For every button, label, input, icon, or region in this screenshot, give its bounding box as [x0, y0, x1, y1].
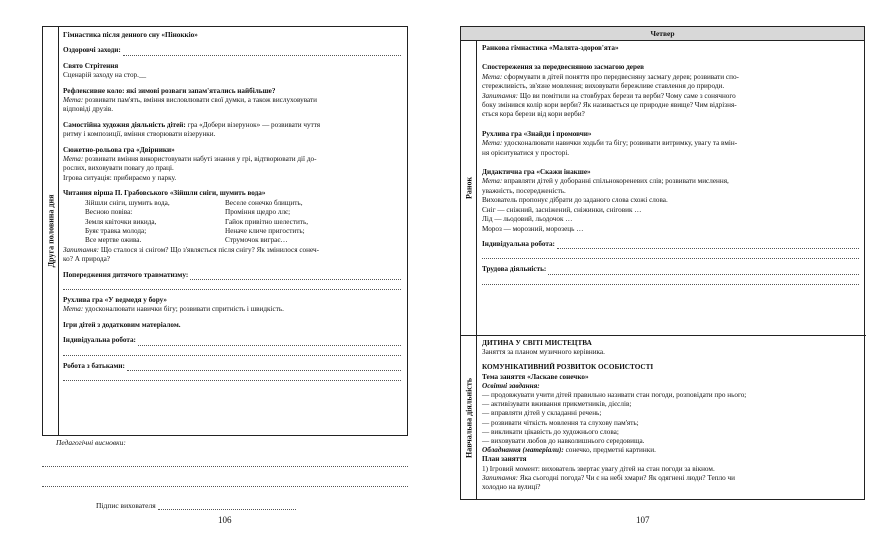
- poem-line: Струмочок виграє…: [225, 236, 288, 245]
- task-item: — виховувати любов до навколишнього середовища.: [482, 437, 645, 446]
- indiv-line: [63, 336, 401, 345]
- didactic-goal: [482, 177, 859, 186]
- task-item: — вправляти дітей у складанні речень;: [482, 409, 602, 418]
- left-footer-block: [42, 438, 408, 510]
- page-number-right: 107: [636, 515, 650, 525]
- labour-line: [482, 265, 859, 274]
- run-goal-text: удосконалювати навички ходьби та бігу; розвивати витримку, увагу та вмін-: [504, 139, 738, 148]
- goal-label: Мета:: [482, 177, 503, 186]
- poem: [63, 199, 401, 246]
- didactic-line: Мороз — морозний, морозець …: [482, 224, 584, 233]
- didactic-line: Лід — льодовий, льодочок …: [482, 215, 573, 224]
- study-side-label: Навчальна діяльність: [464, 377, 473, 459]
- morning-indiv-line: [482, 240, 859, 249]
- art-title: Самостійна художня діяльність дітей:: [63, 120, 186, 129]
- goal-label: Мета:: [63, 96, 84, 105]
- art-section-title: ДИТИНА У СВІТІ МИСТЕЦТВА: [482, 339, 592, 347]
- poem-line: Зійшли сніги, шумить вода,: [85, 198, 170, 207]
- questions-label: Запитання:: [63, 245, 100, 254]
- sign-label: Підпис вихователя: [96, 501, 156, 510]
- observation-questions-text: Що ви помітили на стовбурах берези та верби? Чому саме з сонячного: [519, 91, 736, 100]
- goal-label: Мета:: [63, 305, 84, 314]
- run-goal: [482, 139, 859, 148]
- poem-questions-2: ко? А природа?: [63, 255, 110, 264]
- left-frame: [42, 26, 408, 436]
- day-header: Четвер: [461, 27, 864, 41]
- art-line: [63, 121, 401, 130]
- didactic-goal-text: вправляти дітей у доборанні спільнокореневих слів; розвивати мислення,: [504, 177, 729, 186]
- run-game-title: Рухлива гра «Знайди і промовчи»: [482, 129, 592, 138]
- parents-line: [63, 362, 401, 371]
- equipment-text: сонечко, предметні картинки.: [565, 446, 656, 455]
- didactic-line: Вихователь пропонує дібрати до заданого слова схожі слова.: [482, 196, 668, 205]
- trauma-label: Попередження дитячого травматизму:: [63, 270, 189, 279]
- reflex-title: Рефлексивне коло: які зимові розваги запам'ятались найбільше?: [63, 86, 276, 95]
- art-text-2: ритму і композиції, вміння створювати візерунки.: [63, 130, 216, 139]
- health-label: Оздоровчі заходи:: [63, 46, 121, 55]
- poem-line: Веселе сонечко блищить,: [225, 198, 303, 207]
- goal-label: Мета:: [482, 139, 503, 148]
- ped-label: Педагогічні висновки:: [56, 438, 126, 447]
- goal-label: Мета:: [482, 72, 503, 81]
- observation-goal-text: сформувати в дітей поняття про передвесняну засмагу дерев; розвивати спо-: [504, 72, 739, 81]
- material-title: Ігри дітей з додатковим матеріалом.: [63, 320, 181, 329]
- morning-side-column: [461, 41, 477, 336]
- labour-label: Трудова діяльність:: [482, 265, 547, 274]
- role-situation: Ігрова ситуація: прибираємо у парку.: [63, 173, 177, 182]
- bear-title: Рухлива гра «У ведмедя у бору»: [63, 295, 168, 304]
- poem-right-column: [225, 199, 365, 246]
- step-questions-2: холодно на вулиці?: [482, 483, 541, 492]
- bear-goal-text: удосконалювати навички бігу; розвивати спритність і швидкість.: [85, 305, 284, 314]
- comm-section-title: КОМУНІКАТИВНИЙ РОЗВИТОК ОСОБИСТОСТІ: [482, 363, 654, 372]
- observation-questions: [482, 92, 859, 101]
- task-item: — викликати цікавість до художнього слова;: [482, 427, 619, 436]
- morning-indiv-label: Індивідуальна робота:: [482, 239, 555, 248]
- plan-title: План заняття: [482, 455, 527, 464]
- page-number-left: 106: [218, 515, 232, 525]
- tasks-label: Освітні завдання:: [482, 381, 540, 390]
- poem-questions: [63, 246, 401, 255]
- left-side-label: Друга половина дня: [46, 194, 55, 268]
- equipment: [482, 446, 859, 455]
- run-goal-2: ня орієнтуватися у просторі.: [482, 148, 570, 157]
- morning-side-label: Ранок: [464, 176, 473, 200]
- task-item: — продовжувати учити дітей правильно називати стан погоди, розповідати про нього;: [482, 391, 747, 400]
- questions-label: Запитання:: [482, 91, 519, 100]
- sign-line: [42, 501, 296, 510]
- role-title: Сюжетно-рольова гра «Двірники»: [63, 145, 175, 154]
- task-item: — активізувати вживання прикметників, дієслів;: [482, 400, 632, 409]
- poem-line: Все мертве ожива.: [85, 236, 142, 245]
- holiday-title: Свято Стрітення: [63, 61, 119, 70]
- indiv-label: Індивідуальна робота:: [63, 336, 136, 345]
- observation-goal-2: стережливість, зв'язне мовлення; виховувати бережливе ставлення до природи.: [482, 82, 725, 91]
- left-page: [0, 0, 430, 552]
- reflex-goal-2: відповіді друзів.: [63, 105, 114, 114]
- art-section-text: Заняття за планом музичного керівника.: [482, 348, 605, 357]
- questions-label: Запитання:: [482, 473, 519, 482]
- topic-title: Тема заняття «Ласкаве сонечко»: [482, 372, 589, 381]
- right-page: [440, 0, 870, 552]
- holiday-text: Сценарій заходу на стор.__: [63, 71, 147, 80]
- art-text: гра «Добери візерунок» — розвивати чуття: [187, 120, 321, 129]
- observation-title: Спостереження за передвесняною засмагою дерев: [482, 63, 645, 72]
- poem-line: Гайок привітно шелестить,: [225, 217, 309, 226]
- gym-title: Гімнастика після денного сну «Піноккіо»: [63, 31, 198, 39]
- health-line: [63, 46, 401, 55]
- reflex-goal: [63, 96, 401, 105]
- poem-line: Неначе кличе пригостить;: [225, 226, 305, 235]
- role-goal: [63, 155, 401, 164]
- poem-line: Буяє травка молода;: [85, 226, 147, 235]
- left-content: [63, 31, 401, 381]
- didactic-title: Дидактична гра «Скажи інакше»: [482, 168, 591, 177]
- didactic-goal-2: уважність, посередженість.: [482, 186, 566, 195]
- left-side-column: [43, 27, 59, 435]
- parents-label: Робота з батьками:: [63, 361, 125, 370]
- step-questions-text: Яка сьогодні погода? Чи є на небі хмари? Як одягнені люди? Тепло чи: [519, 473, 735, 482]
- role-goal-2: рослих, виховувати повагу до праці.: [63, 164, 174, 173]
- reflex-goal-text: розвивати пам'ять, вміння висловлювати свої думки, а також вислуховувати: [85, 96, 317, 105]
- goal-label: Мета:: [63, 155, 84, 164]
- step-questions: [482, 474, 859, 483]
- study-content: [482, 339, 859, 492]
- morning-gym: Ранкова гімнастика «Малята-здоров'ята»: [482, 44, 619, 52]
- bear-goal: [63, 305, 401, 314]
- morning-content: [482, 44, 859, 285]
- observation-questions-2: боку змінився колір кори верби? Як називається це природне явище? Чим відрізня-: [482, 101, 737, 110]
- poem-line: Земля квіточки викида,: [85, 217, 157, 226]
- didactic-line: Сніг — сніжний, засніжений, сніжинки, сніговик …: [482, 205, 642, 214]
- right-table: [460, 26, 865, 500]
- observation-goal: [482, 73, 859, 82]
- task-item: — розвивати чіткість мовлення та слухову пам'ять;: [482, 418, 639, 427]
- trauma-line: [63, 271, 401, 280]
- equipment-label: Обладнання (матеріали):: [482, 446, 564, 455]
- questions-text: Що сталося зі снігом? Що з'являється після снігу? Як змінилося сонеч-: [100, 245, 319, 254]
- study-side-column: [461, 336, 477, 500]
- poem-left-column: [85, 199, 225, 246]
- role-goal-text: розвивати вміння використовувати набуті знання у грі, відтворювати дії до-: [85, 155, 317, 164]
- poem-line: Проміння щедро ллє;: [225, 208, 291, 217]
- plan-step-1: 1) Ігровий момент: вихователь звертає увагу дітей на стан погоди за вікном.: [482, 464, 715, 473]
- observation-questions-3: ється кора берези від кори верби?: [482, 110, 585, 119]
- poem-line: Весною повіва:: [85, 208, 133, 217]
- poem-title: Читання вірша П. Грабовського «Зійшли сніги, шумить вода»: [63, 189, 266, 198]
